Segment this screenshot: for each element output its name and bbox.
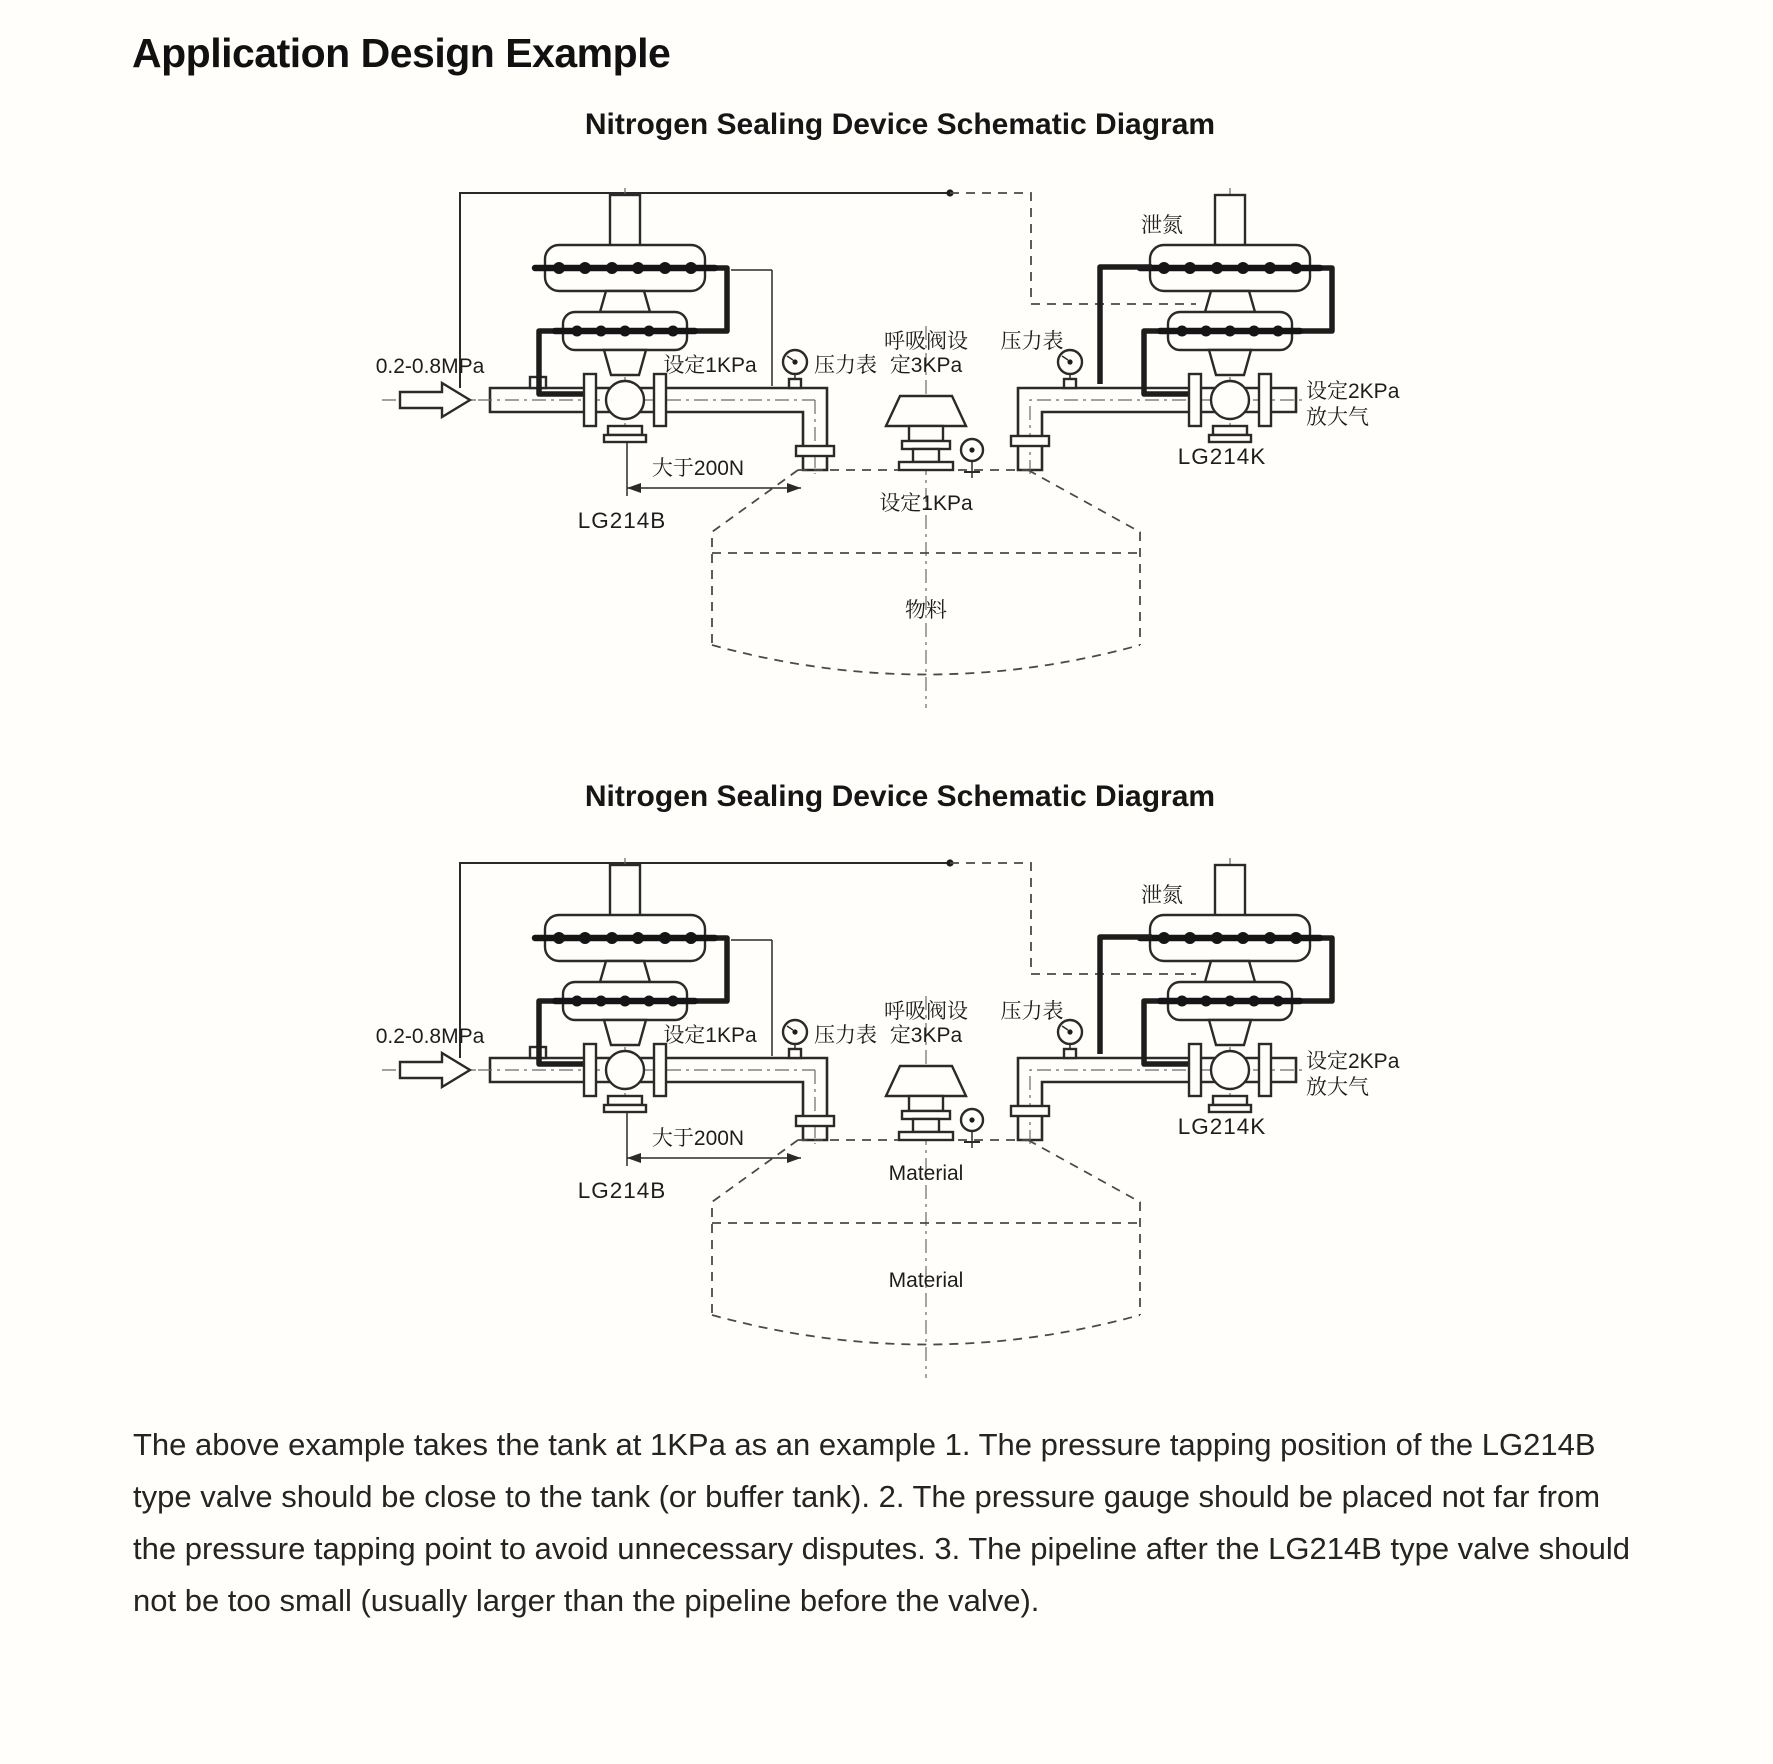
- tank-instrument: [961, 439, 983, 478]
- pressure-gauge-left: [783, 350, 807, 388]
- valve-right-model-label: LG214K: [1177, 444, 1267, 469]
- valve-set-label: 设定1KPa: [663, 1024, 757, 1047]
- outlet-atmosphere-label: 放大气: [1306, 1076, 1369, 1099]
- vent-nitrogen-label: 泄氮: [1141, 884, 1183, 907]
- breathing-valve: [886, 396, 966, 470]
- valve-left-model-label: LG214B: [577, 1178, 667, 1203]
- design-notes-paragraph: The above example takes the tank at 1KPa as an example 1. The pressure tapping position of the LG214B type valve should be close to the tank (or buffer tank). 2. The pressure gauge should be placed not far from the pressure tapping point to avoid unnecessary disputes. 3. The pipeline after the LG214B type valve should not be too small (usually larger than the pipeline before the valve).: [133, 1427, 1631, 1618]
- breathing-valve-label-2: 定3KPa: [889, 354, 963, 377]
- nitrogen-sealing-diagram-2: [0, 820, 1773, 1385]
- valve-left-model-label: LG214B: [577, 508, 667, 533]
- flow-arrow: [382, 1053, 476, 1087]
- valve-right-model-label: LG214K: [1177, 1114, 1267, 1139]
- vent-nitrogen-label: 泄氮: [1141, 214, 1183, 237]
- outlet-set-label: 设定2KPa: [1306, 380, 1400, 403]
- gauge-right-label: 压力表: [1000, 330, 1064, 353]
- flow-arrow: [382, 383, 476, 417]
- pressure-gauge-right: [1058, 350, 1082, 388]
- breathing-valve-label-2: 定3KPa: [889, 1024, 963, 1047]
- inlet-pressure-label: 0.2-0.8MPa: [375, 1025, 485, 1048]
- gauge-left-label: 压力表: [814, 354, 877, 377]
- tank-top-label: Material: [888, 1162, 964, 1185]
- inlet-pressure-label: 0.2-0.8MPa: [375, 355, 485, 378]
- tank-body-label: Material: [888, 1269, 964, 1292]
- diagram1-title: Nitrogen Sealing Device Schematic Diagram: [584, 108, 1216, 141]
- valve-set-label: 设定1KPa: [663, 354, 757, 377]
- nitrogen-sealing-diagram-1: [0, 150, 1773, 715]
- breathing-valve-label-1: 呼吸阀设: [884, 330, 968, 353]
- gauge-right-label: 压力表: [1000, 1000, 1064, 1023]
- tank-body-label: 物料: [905, 599, 947, 622]
- pressure-gauge-left: [783, 1020, 807, 1058]
- pipe-dimension-label: 大于200N: [651, 457, 745, 480]
- pipe-dimension-label: 大于200N: [651, 1127, 745, 1150]
- diagram2-title: Nitrogen Sealing Device Schematic Diagram: [584, 780, 1216, 813]
- outlet-atmosphere-label: 放大气: [1306, 406, 1369, 429]
- tank-instrument: [961, 1109, 983, 1148]
- tank-top-label: 设定1KPa: [879, 492, 973, 515]
- page-title: Application Design Example: [132, 30, 671, 76]
- breathing-valve-label-1: 呼吸阀设: [884, 1000, 968, 1023]
- pressure-gauge-right: [1058, 1020, 1082, 1058]
- outlet-set-label: 设定2KPa: [1306, 1050, 1400, 1073]
- breathing-valve: [886, 1066, 966, 1140]
- gauge-left-label: 压力表: [814, 1024, 877, 1047]
